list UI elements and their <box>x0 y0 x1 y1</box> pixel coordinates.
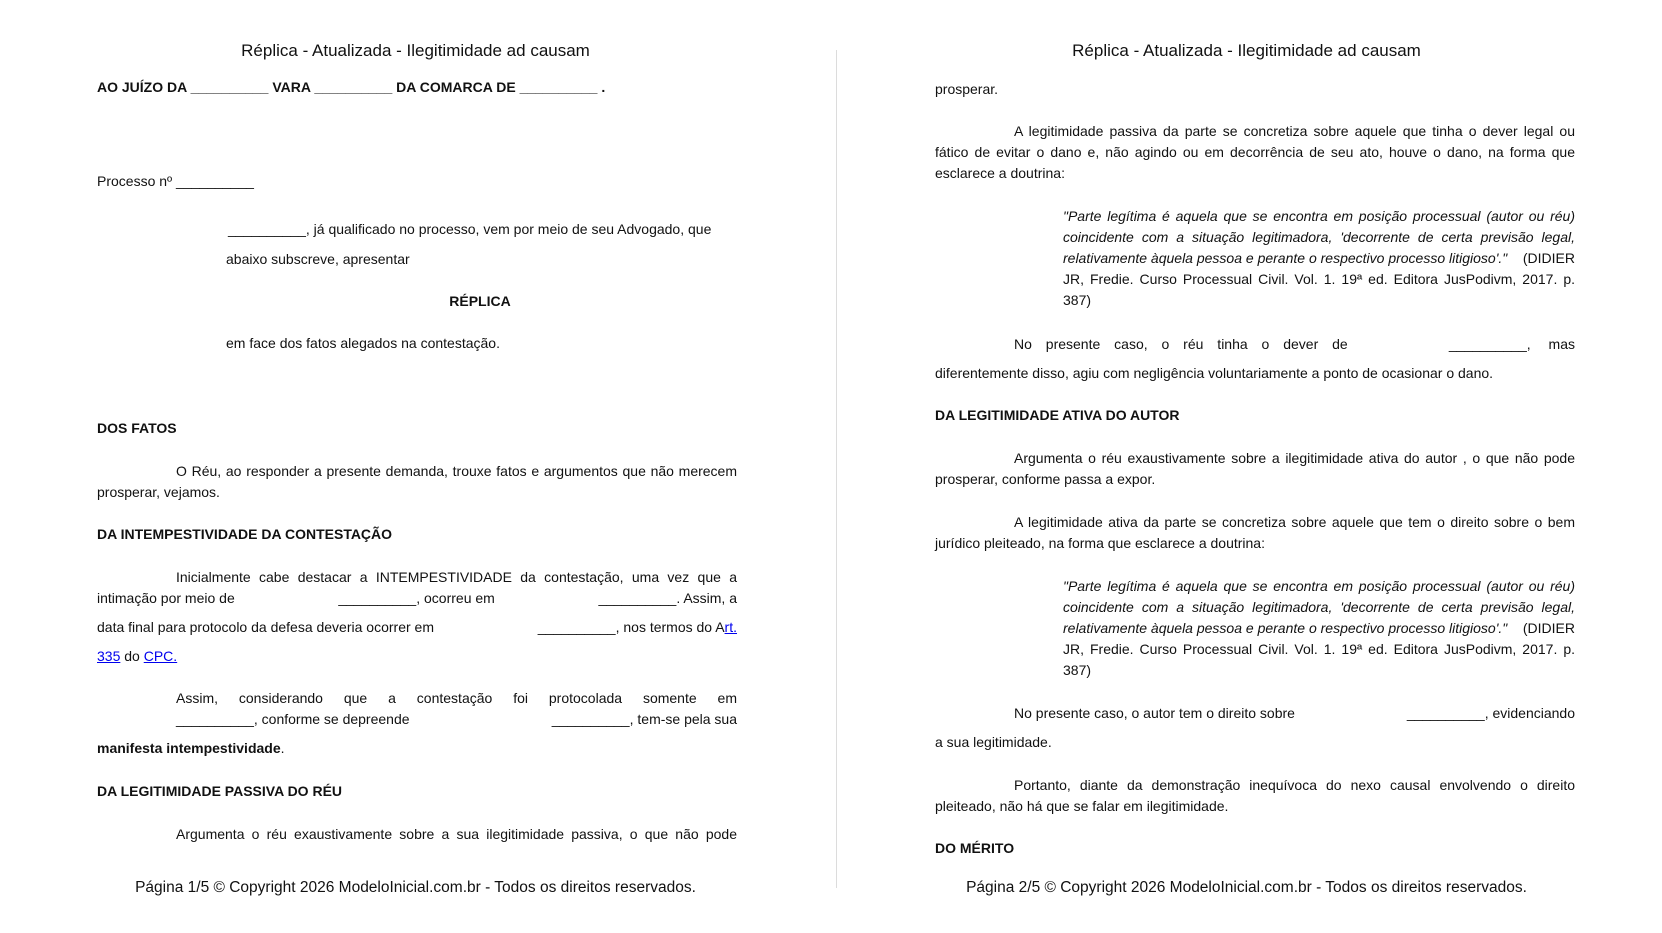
em-face-text: em face dos fatos alegados na contestação. <box>226 335 500 351</box>
text: relativamente àquela pessoa e perante o respectivo processo litigioso'." <box>1063 620 1508 636</box>
paragraph-assim-line-3 <box>97 738 285 759</box>
section-heading-merito: DO MÉRITO <box>935 840 1015 856</box>
quote-citation: 387) <box>1063 292 1092 308</box>
blank-field[interactable]: __________ <box>537 619 616 635</box>
text: , tem-se pela sua <box>629 711 737 727</box>
paragraph-intemp-line-1: Inicialmente cabe destacar a INTEMPESTIVIDADE da contestação, uma vez que a <box>176 569 737 585</box>
text: No presente caso, o réu tinha o dever de <box>1014 336 1348 352</box>
vara-label: VARA <box>272 79 311 95</box>
art-335-link[interactable]: 335 <box>97 648 121 664</box>
quote-line: "Parte legítima é aquela que se encontra em posição processual (autor ou réu) <box>1063 208 1575 224</box>
blank-field[interactable]: __________ <box>338 590 417 606</box>
blank-field[interactable]: __________ <box>598 590 677 606</box>
intro-line-2: abaixo subscreve, apresentar <box>226 251 410 267</box>
paragraph-ativa-line-1: Argumenta o réu exaustivamente sobre a ilegitimidade ativa do autor , o que não pode <box>1014 450 1575 466</box>
page-header: Réplica - Atualizada - Ilegitimidade ad causam <box>241 41 590 60</box>
blank-field[interactable]: __________ <box>551 711 630 727</box>
paragraph-autor-line-2: a sua legitimidade. <box>935 734 1052 750</box>
punctuation: . <box>280 740 285 756</box>
text: . Assim, a <box>676 590 737 606</box>
paragraph-assim-line-1: Assim, considerando que a contestação foi protocolada somente em <box>176 690 737 706</box>
text: No presente caso, o autor tem o direito sobre <box>1014 705 1295 721</box>
processo-line <box>97 171 254 192</box>
text: , conforme se depreende <box>253 711 410 727</box>
text: do <box>124 648 140 664</box>
section-heading-legitimidade-passiva: DA LEGITIMIDADE PASSIVA DO RÉU <box>97 783 343 799</box>
blank-field[interactable]: __________ <box>228 221 306 237</box>
intro-text: , já qualificado no processo, vem por meio de seu Advogado, que <box>305 221 712 237</box>
intro-line-1 <box>228 219 711 240</box>
text: relativamente àquela pessoa e perante o respectivo processo litigioso'." <box>1063 250 1508 266</box>
section-heading-dos-fatos: DOS FATOS <box>97 420 177 436</box>
blank-field[interactable]: __________ <box>176 711 254 727</box>
text: , mas <box>1526 336 1575 352</box>
paragraph-passiva-2-line-1: A legitimidade passiva da parte se concretiza sobre aquele que tinha o dever legal ou <box>1014 123 1575 139</box>
quote-line <box>1063 618 1575 639</box>
continued-text: prosperar. <box>935 81 999 97</box>
court-label: AO JUÍZO DA <box>97 79 187 95</box>
paragraph-portanto-line-1: Portanto, diante da demonstração inequívoca do nexo causal envolvendo o direito <box>1014 777 1575 793</box>
paragraph-caso-line-1 <box>1014 334 1575 355</box>
paragraph-autor-line-1 <box>1014 703 1575 724</box>
art-link[interactable]: rt. <box>724 619 737 635</box>
paragraph-passiva-line-1: Argumenta o réu exaustivamente sobre a sua ilegitimidade passiva, o que não pode <box>176 826 737 842</box>
quote-citation: JR, Fredie. Curso Processual Civil. Vol. 1. 19ª ed. Editora JusPodivm, 2017. p. <box>1063 271 1575 287</box>
section-heading-intempestividade: DA INTEMPESTIVIDADE DA CONTESTAÇÃO <box>97 526 393 542</box>
section-heading-legitimidade-ativa: DA LEGITIMIDADE ATIVA DO AUTOR <box>935 407 1180 423</box>
paragraph-intemp-line-2 <box>97 588 737 609</box>
text: data final para protocolo da defesa deveria ocorrer em <box>97 619 434 635</box>
paragraph-caso-line-2: diferentemente disso, agiu com negligência voluntariamente a ponto de ocasionar o dano. <box>935 365 1494 381</box>
paragraph-intemp-line-3 <box>97 617 737 638</box>
page-footer: Página 2/5 © Copyright 2026 ModeloInicial.com.br - Todos os direitos reservados. <box>966 879 1527 896</box>
text: , ocorreu em <box>416 590 495 606</box>
page-header: Réplica - Atualizada - Ilegitimidade ad causam <box>1072 41 1421 60</box>
paragraph-intemp-line-4 <box>97 646 177 667</box>
text: (DIDIER <box>1522 620 1575 636</box>
text: , nos termos do A <box>615 619 725 635</box>
text: (DIDIER <box>1522 250 1575 266</box>
paragraph-ativa-line-3: A legitimidade ativa da parte se concretiza sobre aquele que tem o direito sobre o bem <box>1014 514 1575 530</box>
paragraph-fatos-line-1: O Réu, ao responder a presente demanda, trouxe fatos e argumentos que não merecem <box>176 463 737 479</box>
paragraph-fatos-line-2: prosperar, vejamos. <box>97 484 220 500</box>
quote-citation: 387) <box>1063 662 1092 678</box>
quote-line: "Parte legítima é aquela que se encontra em posição processual (autor ou réu) <box>1063 578 1575 594</box>
paragraph-passiva-2-line-3: esclarece a doutrina: <box>935 165 1065 181</box>
quote-line: coincidente com a situação legitimadora, 'decorrente de certa previsão legal, <box>1063 599 1575 615</box>
court-address-line <box>97 77 605 98</box>
page-footer: Página 1/5 © Copyright 2026 ModeloInicial.com.br - Todos os direitos reservados. <box>135 879 696 896</box>
document-title: RÉPLICA <box>449 293 511 309</box>
paragraph-ativa-line-4: jurídico pleiteado, na forma que esclarece a doutrina: <box>935 535 1265 551</box>
text: intimação por meio de <box>97 590 235 606</box>
blank-field[interactable]: __________ <box>314 79 393 95</box>
punctuation: . <box>601 79 606 95</box>
blank-field[interactable]: __________ <box>1406 705 1485 721</box>
blank-field[interactable]: __________ <box>1448 336 1527 352</box>
cpc-link[interactable]: CPC. <box>143 648 178 664</box>
blank-field[interactable]: __________ <box>190 79 269 95</box>
paragraph-passiva-2-line-2: fático de evitar o dano e, não agindo ou em decorrência de seu ato, houve o dano, na forma que <box>935 144 1575 160</box>
blank-field[interactable]: __________ <box>176 173 254 189</box>
paragraph-assim-line-2 <box>176 709 737 730</box>
text: , evidenciando <box>1484 705 1575 721</box>
comarca-label: DA COMARCA DE <box>396 79 516 95</box>
paragraph-ativa-line-2: prosperar, conforme passa a expor. <box>935 471 1156 487</box>
quote-line: coincidente com a situação legitimadora, 'decorrente de certa previsão legal, <box>1063 229 1575 245</box>
emphasis-text: manifesta intempestividade <box>97 740 281 756</box>
processo-label: Processo nº <box>97 173 173 189</box>
document-page-2 <box>831 0 1662 933</box>
paragraph-portanto-line-2: pleiteado, não há que se falar em ilegitimidade. <box>935 798 1229 814</box>
blank-field[interactable]: __________ <box>519 79 598 95</box>
quote-citation: JR, Fredie. Curso Processual Civil. Vol. 1. 19ª ed. Editora JusPodivm, 2017. p. <box>1063 641 1575 657</box>
quote-line <box>1063 248 1575 269</box>
